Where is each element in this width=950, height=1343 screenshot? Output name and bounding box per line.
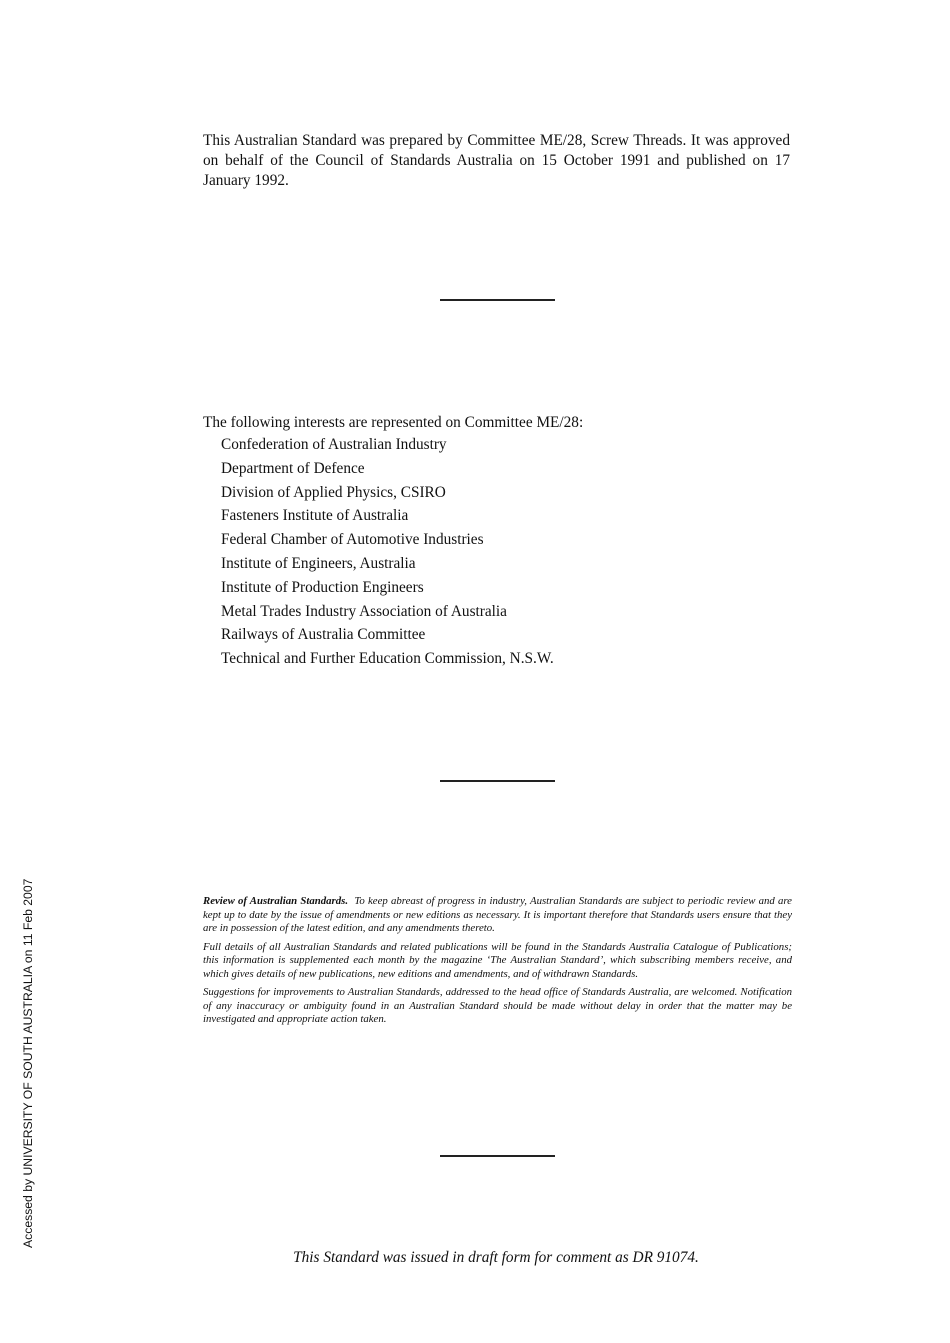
committee-members-list (203, 433, 803, 671)
committee-member: Institute of Engineers, Australia (221, 554, 416, 572)
committee-member: Metal Trades Industry Association of Australia (221, 602, 507, 620)
committee-member: Division of Applied Physics, CSIRO (221, 483, 446, 501)
committee-member: Railways of Australia Committee (221, 626, 426, 644)
committee-member: Department of Defence (221, 459, 365, 477)
committee-member: Technical and Further Education Commission, N.S.W. (221, 650, 554, 668)
review-paragraph (203, 895, 792, 936)
committee-preparation-paragraph: This Australian Standard was prepared by Committee ME/28, Screw Threads. It was approved on behalf of the Council of Standards Australia on 15 October 1991 and published on 17 January 1992. (203, 132, 790, 189)
section-divider (440, 299, 555, 301)
committee-interests-heading: The following interests are represented on Committee ME/28: (203, 414, 584, 431)
review-lead: Review of Australian Standards. (203, 895, 349, 907)
committee-member: Federal Chamber of Automotive Industries (221, 531, 484, 549)
review-notes (203, 895, 792, 1032)
review-paragraph-text: To keep abreast of progress in industry, Australian Standards are subject to periodic review and are kept up to date by the issue of amendments or new editions as necessary. It is important therefore that Standards users ensure that they are in possession of the latest edition, and any amendments thereto. (203, 895, 792, 934)
committee-member: Confederation of Australian Industry (221, 436, 447, 453)
suggestions-paragraph: Suggestions for improvements to Australian Standards, addressed to the head office of Standards Australia, are welcomed. Notification of any inaccuracy or ambiguity found in an Australian Standard should be made without delay in order that the matter may be investigated and appropriate action taken. (203, 986, 792, 1025)
committee-member: Institute of Production Engineers (221, 578, 424, 596)
committee-member: Fasteners Institute of Australia (221, 507, 409, 525)
section-divider (440, 780, 555, 782)
catalogue-paragraph: Full details of all Australian Standards and related publications will be found in the Standards Australia Catalogue of Publications; this information is supplemented each month by the magazine ‘The Australian Standard’, which subscribing members receive, and which gives details of new publications, new editions and amendments, and of withdrawn Standards. (203, 940, 792, 980)
draft-issue-note: This Standard was issued in draft form for comment as DR 91074. (293, 1249, 699, 1266)
access-stamp: Accessed by UNIVERSITY OF SOUTH AUSTRALIA on 11 Feb 2007 (21, 878, 35, 1248)
committee-interests-section (203, 413, 803, 671)
section-divider (440, 1155, 555, 1157)
